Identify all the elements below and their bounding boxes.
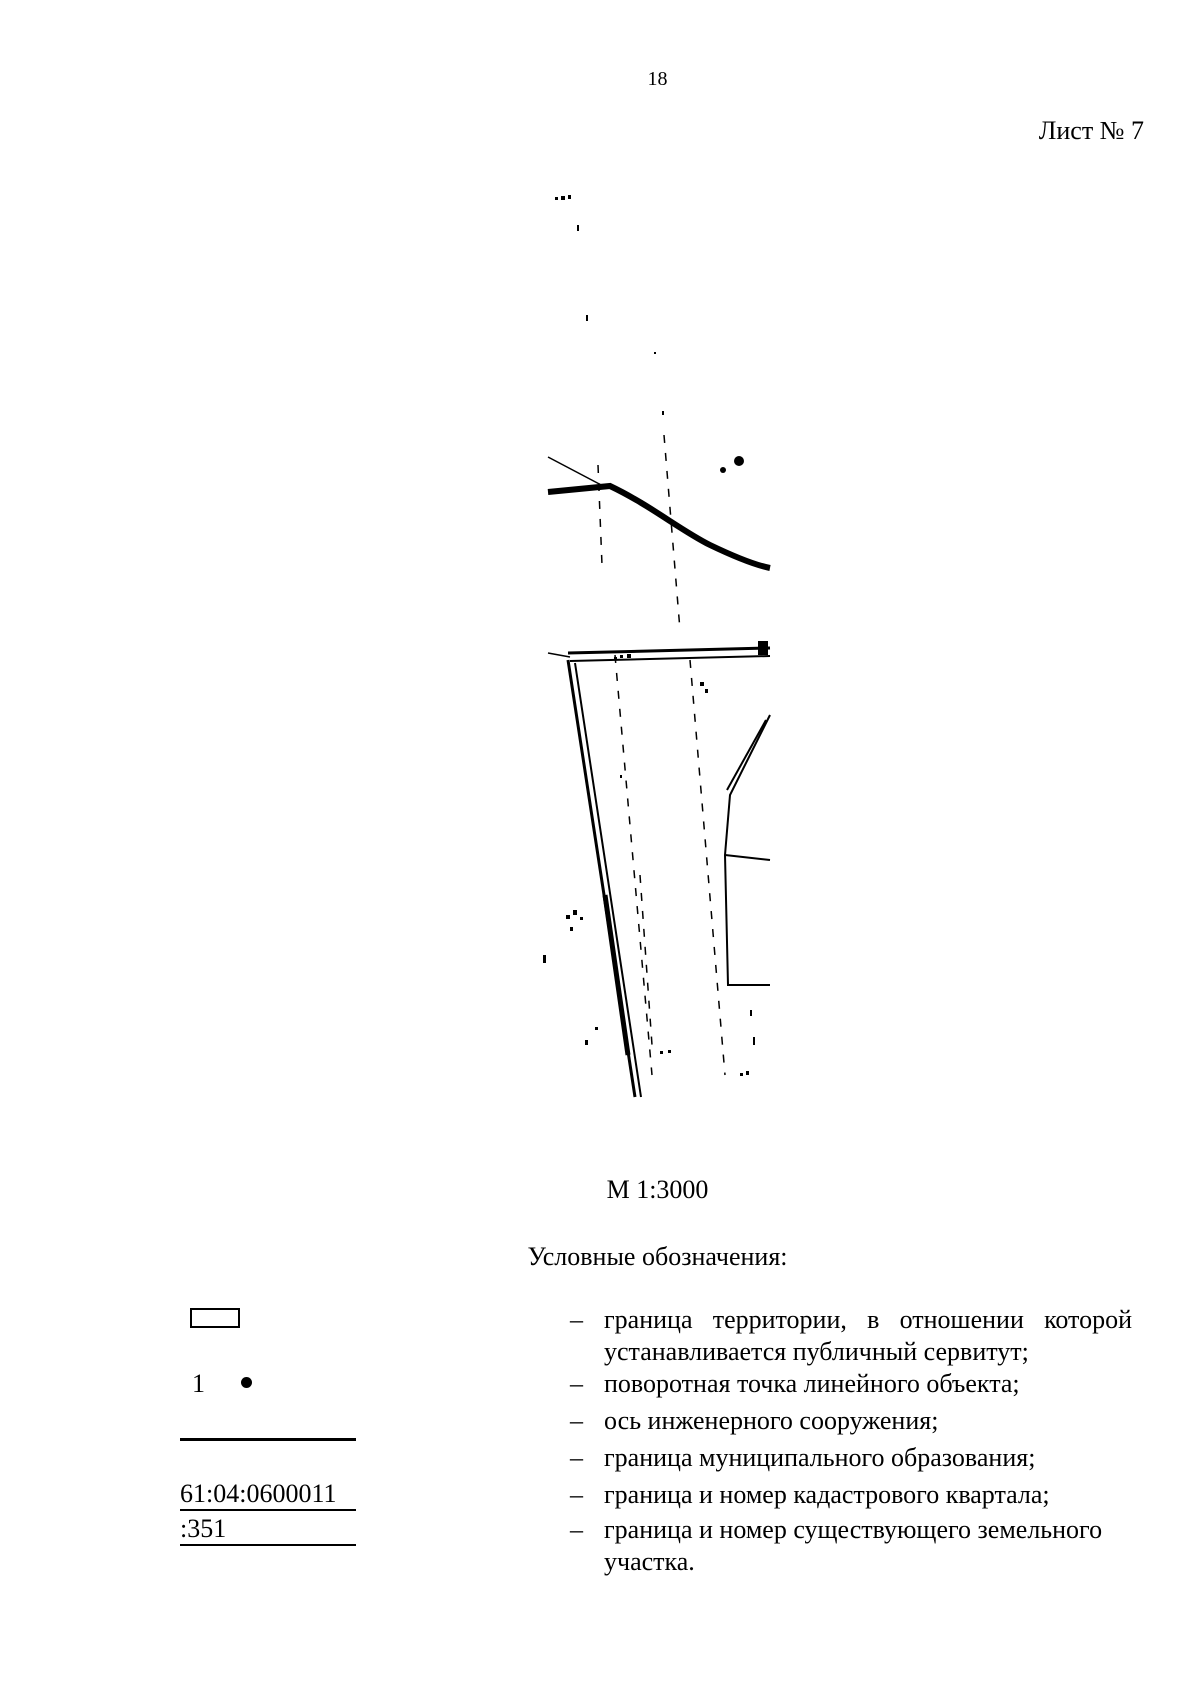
land-plot-number: :351 bbox=[180, 1514, 356, 1546]
legend-item-cadastral-quarter: 61:04:0600011 – граница и номер кадастрового квартала; bbox=[180, 1479, 1132, 1514]
municipal-boundary-symbol bbox=[180, 1438, 356, 1441]
legend-desc: граница территории, в отношении которой устанавливается публичный сервитут; bbox=[604, 1305, 1132, 1366]
legend-title: Условные обозначения: bbox=[527, 1242, 788, 1271]
legend-desc: поворотная точка линейного объекта; bbox=[604, 1369, 1020, 1398]
legend-item-municipal: – граница муниципального образования; bbox=[180, 1442, 1132, 1479]
map-scale: М 1:3000 bbox=[606, 1175, 709, 1204]
legend-desc: граница и номер существующего земельного участка. bbox=[604, 1515, 1103, 1576]
legend-desc: граница муниципального образования; bbox=[604, 1443, 1036, 1472]
servitude-territory bbox=[548, 641, 770, 1097]
legend-desc: граница и номер кадастрового квартала; bbox=[604, 1480, 1050, 1509]
municipal-boundary-thin bbox=[548, 457, 605, 487]
legend bbox=[180, 1304, 1132, 1576]
boundary-curve bbox=[548, 486, 770, 568]
sheet-label: Лист № 7 bbox=[1038, 116, 1144, 145]
legend-item-turn-point: 1 – поворотная точка линейного объекта; bbox=[180, 1368, 1132, 1405]
legend-item-servitude: – граница территории, в отношении которой устанавливается публичный сервитут; bbox=[180, 1304, 1132, 1368]
cadastral-quarter-number: 61:04:0600011 bbox=[180, 1479, 356, 1511]
map-noise-marks bbox=[543, 195, 755, 1076]
parcel-boundary bbox=[725, 715, 770, 985]
page-number: 18 bbox=[647, 68, 668, 90]
legend-desc: ось инженерного сооружения; bbox=[604, 1406, 939, 1435]
turn-point-icon bbox=[241, 1377, 252, 1388]
legend-item-axis: – ось инженерного сооружения; bbox=[180, 1405, 1132, 1442]
point-number: 1 bbox=[192, 1369, 205, 1398]
servitude-boundary-symbol bbox=[190, 1308, 240, 1328]
map-fragment bbox=[540, 175, 780, 1175]
legend-item-land-plot: :351 – граница и номер существующего земельного участка. bbox=[180, 1514, 1132, 1549]
